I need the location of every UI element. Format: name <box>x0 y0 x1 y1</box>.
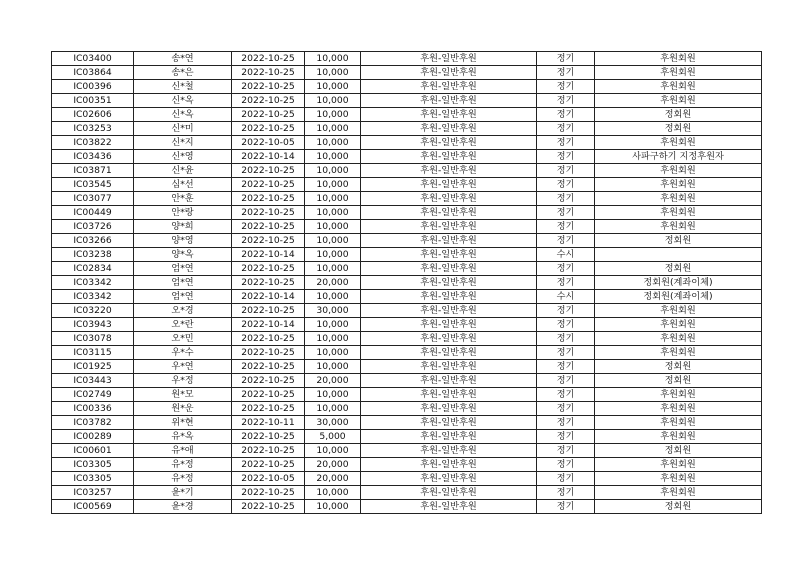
type-cell: 정기 <box>537 164 595 178</box>
type-cell: 정기 <box>537 486 595 500</box>
type-cell: 정기 <box>537 262 595 276</box>
donor-name-cell: 윤*경 <box>134 500 232 514</box>
type-cell: 정기 <box>537 374 595 388</box>
member-class-cell: 후원회원 <box>595 402 762 416</box>
amount-cell: 10,000 <box>305 388 361 402</box>
table-row <box>52 178 762 192</box>
member-class-cell: 후원회원 <box>595 318 762 332</box>
date-cell: 2022-10-14 <box>232 150 305 164</box>
type-cell: 정기 <box>537 66 595 80</box>
donor-id-cell: IC01925 <box>52 360 134 374</box>
donor-id-cell: IC03342 <box>52 276 134 290</box>
donation-table <box>51 51 762 514</box>
type-cell: 정기 <box>537 402 595 416</box>
table-row <box>52 220 762 234</box>
amount-cell: 5,000 <box>305 430 361 444</box>
category-cell: 후원-일반후원 <box>361 430 537 444</box>
member-class-cell: 후원회원 <box>595 192 762 206</box>
category-cell: 후원-일반후원 <box>361 290 537 304</box>
amount-cell: 10,000 <box>305 500 361 514</box>
member-class-cell: 후원회원 <box>595 220 762 234</box>
table-row <box>52 346 762 360</box>
type-cell: 정기 <box>537 94 595 108</box>
donor-name-cell: 안*랑 <box>134 206 232 220</box>
amount-cell: 10,000 <box>305 108 361 122</box>
date-cell: 2022-10-25 <box>232 52 305 66</box>
donor-id-cell: IC03400 <box>52 52 134 66</box>
category-cell: 후원-일반후원 <box>361 248 537 262</box>
member-class-cell: 정회원 <box>595 122 762 136</box>
date-cell: 2022-10-25 <box>232 108 305 122</box>
category-cell: 후원-일반후원 <box>361 304 537 318</box>
amount-cell: 10,000 <box>305 262 361 276</box>
category-cell: 후원-일반후원 <box>361 276 537 290</box>
type-cell: 정기 <box>537 150 595 164</box>
table-row <box>52 402 762 416</box>
donor-name-cell: 유*옥 <box>134 430 232 444</box>
category-cell: 후원-일반후원 <box>361 150 537 164</box>
date-cell: 2022-10-25 <box>232 360 305 374</box>
table-row <box>52 248 762 262</box>
donor-id-cell: IC03305 <box>52 472 134 486</box>
donor-name-cell: 신*지 <box>134 136 232 150</box>
donor-name-cell: 신*영 <box>134 150 232 164</box>
amount-cell: 10,000 <box>305 402 361 416</box>
date-cell: 2022-10-25 <box>232 66 305 80</box>
category-cell: 후원-일반후원 <box>361 262 537 276</box>
donor-name-cell: 양*옥 <box>134 248 232 262</box>
type-cell: 정기 <box>537 122 595 136</box>
donor-name-cell: 송*연 <box>134 52 232 66</box>
category-cell: 후원-일반후원 <box>361 66 537 80</box>
donor-name-cell: 우*연 <box>134 360 232 374</box>
donor-id-cell: IC03726 <box>52 220 134 234</box>
type-cell: 정기 <box>537 444 595 458</box>
table-row <box>52 416 762 430</box>
table-row <box>52 332 762 346</box>
category-cell: 후원-일반후원 <box>361 52 537 66</box>
amount-cell: 10,000 <box>305 80 361 94</box>
member-class-cell: 후원회원 <box>595 206 762 220</box>
category-cell: 후원-일반후원 <box>361 500 537 514</box>
donor-name-cell: 신*옥 <box>134 94 232 108</box>
donor-name-cell: 유*정 <box>134 472 232 486</box>
member-class-cell: 사파구하기 지정후원자 <box>595 150 762 164</box>
amount-cell: 20,000 <box>305 458 361 472</box>
amount-cell: 10,000 <box>305 94 361 108</box>
table-row <box>52 150 762 164</box>
date-cell: 2022-10-25 <box>232 206 305 220</box>
category-cell: 후원-일반후원 <box>361 178 537 192</box>
member-class-cell: 후원회원 <box>595 136 762 150</box>
table-row <box>52 108 762 122</box>
type-cell: 정기 <box>537 346 595 360</box>
donor-id-cell: IC03436 <box>52 150 134 164</box>
amount-cell: 10,000 <box>305 332 361 346</box>
type-cell: 정기 <box>537 276 595 290</box>
table-row <box>52 80 762 94</box>
donor-id-cell: IC03253 <box>52 122 134 136</box>
type-cell: 정기 <box>537 500 595 514</box>
category-cell: 후원-일반후원 <box>361 374 537 388</box>
category-cell: 후원-일반후원 <box>361 388 537 402</box>
category-cell: 후원-일반후원 <box>361 136 537 150</box>
table-body <box>52 52 762 514</box>
member-class-cell: 후원회원 <box>595 486 762 500</box>
amount-cell: 30,000 <box>305 304 361 318</box>
amount-cell: 10,000 <box>305 346 361 360</box>
date-cell: 2022-10-25 <box>232 164 305 178</box>
type-cell: 정기 <box>537 178 595 192</box>
donor-id-cell: IC03443 <box>52 374 134 388</box>
member-class-cell: 정회원(계좌이체) <box>595 290 762 304</box>
table-row <box>52 276 762 290</box>
amount-cell: 10,000 <box>305 122 361 136</box>
amount-cell: 10,000 <box>305 206 361 220</box>
donor-id-cell: IC00569 <box>52 500 134 514</box>
donor-name-cell: 신*철 <box>134 80 232 94</box>
donor-id-cell: IC03342 <box>52 290 134 304</box>
member-class-cell: 정회원 <box>595 234 762 248</box>
date-cell: 2022-10-11 <box>232 416 305 430</box>
date-cell: 2022-10-25 <box>232 444 305 458</box>
category-cell: 후원-일반후원 <box>361 122 537 136</box>
type-cell: 정기 <box>537 80 595 94</box>
date-cell: 2022-10-14 <box>232 318 305 332</box>
table-row <box>52 374 762 388</box>
date-cell: 2022-10-25 <box>232 262 305 276</box>
member-class-cell: 후원회원 <box>595 94 762 108</box>
donor-id-cell: IC00289 <box>52 430 134 444</box>
category-cell: 후원-일반후원 <box>361 444 537 458</box>
member-class-cell: 후원회원 <box>595 472 762 486</box>
donor-name-cell: 엄*연 <box>134 290 232 304</box>
category-cell: 후원-일반후원 <box>361 192 537 206</box>
table-row <box>52 304 762 318</box>
member-class-cell: 정회원 <box>595 500 762 514</box>
table-row <box>52 136 762 150</box>
donor-name-cell: 원*운 <box>134 402 232 416</box>
table-row <box>52 430 762 444</box>
type-cell: 정기 <box>537 318 595 332</box>
donor-id-cell: IC03305 <box>52 458 134 472</box>
date-cell: 2022-10-25 <box>232 500 305 514</box>
date-cell: 2022-10-05 <box>232 472 305 486</box>
donor-id-cell: IC03871 <box>52 164 134 178</box>
table-row <box>52 458 762 472</box>
donor-name-cell: 원*모 <box>134 388 232 402</box>
member-class-cell: 정회원(계좌이체) <box>595 276 762 290</box>
donor-id-cell: IC00396 <box>52 80 134 94</box>
amount-cell: 10,000 <box>305 150 361 164</box>
category-cell: 후원-일반후원 <box>361 234 537 248</box>
category-cell: 후원-일반후원 <box>361 94 537 108</box>
member-class-cell: 후원회원 <box>595 458 762 472</box>
type-cell: 수시 <box>537 248 595 262</box>
category-cell: 후원-일반후원 <box>361 332 537 346</box>
category-cell: 후원-일반후원 <box>361 80 537 94</box>
category-cell: 후원-일반후원 <box>361 416 537 430</box>
donor-name-cell: 양*영 <box>134 234 232 248</box>
donor-name-cell: 위*현 <box>134 416 232 430</box>
table-row <box>52 472 762 486</box>
table-row <box>52 360 762 374</box>
member-class-cell: 후원회원 <box>595 346 762 360</box>
donor-id-cell: IC03864 <box>52 66 134 80</box>
table-row <box>52 486 762 500</box>
category-cell: 후원-일반후원 <box>361 108 537 122</box>
date-cell: 2022-10-25 <box>232 234 305 248</box>
amount-cell: 30,000 <box>305 416 361 430</box>
type-cell: 정기 <box>537 332 595 346</box>
amount-cell: 20,000 <box>305 374 361 388</box>
type-cell: 정기 <box>537 416 595 430</box>
date-cell: 2022-10-25 <box>232 94 305 108</box>
amount-cell: 10,000 <box>305 234 361 248</box>
type-cell: 수시 <box>537 290 595 304</box>
donor-name-cell: 우*정 <box>134 374 232 388</box>
member-class-cell: 후원회원 <box>595 332 762 346</box>
amount-cell: 10,000 <box>305 178 361 192</box>
category-cell: 후원-일반후원 <box>361 346 537 360</box>
member-class-cell: 정회원 <box>595 108 762 122</box>
donor-id-cell: IC00449 <box>52 206 134 220</box>
amount-cell: 10,000 <box>305 486 361 500</box>
amount-cell: 10,000 <box>305 290 361 304</box>
table-row <box>52 290 762 304</box>
table-row <box>52 234 762 248</box>
donor-name-cell: 신*미 <box>134 122 232 136</box>
member-class-cell: 정회원 <box>595 444 762 458</box>
donor-id-cell: IC03077 <box>52 192 134 206</box>
donor-name-cell: 우*수 <box>134 346 232 360</box>
member-class-cell: 후원회원 <box>595 388 762 402</box>
amount-cell: 10,000 <box>305 192 361 206</box>
date-cell: 2022-10-25 <box>232 276 305 290</box>
date-cell: 2022-10-25 <box>232 304 305 318</box>
member-class-cell: 후원회원 <box>595 52 762 66</box>
date-cell: 2022-10-25 <box>232 486 305 500</box>
date-cell: 2022-10-25 <box>232 122 305 136</box>
type-cell: 정기 <box>537 206 595 220</box>
donor-id-cell: IC03257 <box>52 486 134 500</box>
donor-name-cell: 심*선 <box>134 178 232 192</box>
amount-cell: 10,000 <box>305 318 361 332</box>
type-cell: 정기 <box>537 458 595 472</box>
donor-id-cell: IC03545 <box>52 178 134 192</box>
category-cell: 후원-일반후원 <box>361 402 537 416</box>
table-row <box>52 66 762 80</box>
type-cell: 정기 <box>537 360 595 374</box>
donor-id-cell: IC00601 <box>52 444 134 458</box>
type-cell: 정기 <box>537 430 595 444</box>
member-class-cell: 후원회원 <box>595 80 762 94</box>
donor-id-cell: IC02749 <box>52 388 134 402</box>
type-cell: 정기 <box>537 52 595 66</box>
date-cell: 2022-10-05 <box>232 136 305 150</box>
date-cell: 2022-10-25 <box>232 402 305 416</box>
amount-cell: 20,000 <box>305 472 361 486</box>
donor-name-cell: 오*란 <box>134 318 232 332</box>
amount-cell: 10,000 <box>305 248 361 262</box>
category-cell: 후원-일반후원 <box>361 318 537 332</box>
table-row <box>52 318 762 332</box>
amount-cell: 20,000 <box>305 276 361 290</box>
amount-cell: 10,000 <box>305 444 361 458</box>
donor-id-cell: IC03220 <box>52 304 134 318</box>
type-cell: 정기 <box>537 234 595 248</box>
amount-cell: 10,000 <box>305 164 361 178</box>
type-cell: 정기 <box>537 304 595 318</box>
donor-id-cell: IC00351 <box>52 94 134 108</box>
date-cell: 2022-10-25 <box>232 374 305 388</box>
member-class-cell: 정회원 <box>595 374 762 388</box>
category-cell: 후원-일반후원 <box>361 206 537 220</box>
member-class-cell: 후원회원 <box>595 304 762 318</box>
type-cell: 정기 <box>537 108 595 122</box>
amount-cell: 10,000 <box>305 360 361 374</box>
category-cell: 후원-일반후원 <box>361 220 537 234</box>
donor-name-cell: 신*윤 <box>134 164 232 178</box>
date-cell: 2022-10-25 <box>232 220 305 234</box>
category-cell: 후원-일반후원 <box>361 486 537 500</box>
table-row <box>52 192 762 206</box>
donor-id-cell: IC00336 <box>52 402 134 416</box>
amount-cell: 10,000 <box>305 136 361 150</box>
amount-cell: 10,000 <box>305 66 361 80</box>
date-cell: 2022-10-25 <box>232 388 305 402</box>
type-cell: 정기 <box>537 192 595 206</box>
date-cell: 2022-10-25 <box>232 178 305 192</box>
date-cell: 2022-10-25 <box>232 430 305 444</box>
table-row <box>52 164 762 178</box>
donor-name-cell: 유*애 <box>134 444 232 458</box>
donor-id-cell: IC03078 <box>52 332 134 346</box>
donor-name-cell: 엄*연 <box>134 276 232 290</box>
donor-name-cell: 윤*기 <box>134 486 232 500</box>
table-row <box>52 262 762 276</box>
member-class-cell: 후원회원 <box>595 164 762 178</box>
amount-cell: 10,000 <box>305 220 361 234</box>
amount-cell: 10,000 <box>305 52 361 66</box>
table-row <box>52 388 762 402</box>
date-cell: 2022-10-25 <box>232 192 305 206</box>
category-cell: 후원-일반후원 <box>361 472 537 486</box>
table-row <box>52 206 762 220</box>
date-cell: 2022-10-25 <box>232 80 305 94</box>
member-class-cell: 후원회원 <box>595 178 762 192</box>
date-cell: 2022-10-14 <box>232 290 305 304</box>
member-class-cell: 정회원 <box>595 262 762 276</box>
donor-name-cell: 유*정 <box>134 458 232 472</box>
member-class-cell: 후원회원 <box>595 430 762 444</box>
donor-id-cell: IC02834 <box>52 262 134 276</box>
donor-name-cell: 송*은 <box>134 66 232 80</box>
donor-id-cell: IC03238 <box>52 248 134 262</box>
date-cell: 2022-10-25 <box>232 332 305 346</box>
category-cell: 후원-일반후원 <box>361 458 537 472</box>
category-cell: 후원-일반후원 <box>361 360 537 374</box>
donor-id-cell: IC03822 <box>52 136 134 150</box>
date-cell: 2022-10-14 <box>232 248 305 262</box>
table-row <box>52 94 762 108</box>
type-cell: 정기 <box>537 472 595 486</box>
donor-name-cell: 오*경 <box>134 304 232 318</box>
donor-id-cell: IC03782 <box>52 416 134 430</box>
donor-id-cell: IC03943 <box>52 318 134 332</box>
table-row <box>52 500 762 514</box>
category-cell: 후원-일반후원 <box>361 164 537 178</box>
table-row <box>52 444 762 458</box>
table-row <box>52 122 762 136</box>
donor-name-cell: 양*희 <box>134 220 232 234</box>
donor-id-cell: IC03115 <box>52 346 134 360</box>
type-cell: 정기 <box>537 388 595 402</box>
member-class-cell: 후원회원 <box>595 416 762 430</box>
donor-id-cell: IC02606 <box>52 108 134 122</box>
date-cell: 2022-10-25 <box>232 458 305 472</box>
donor-id-cell: IC03266 <box>52 234 134 248</box>
donor-name-cell: 신*옥 <box>134 108 232 122</box>
member-class-cell: 후원회원 <box>595 66 762 80</box>
type-cell: 정기 <box>537 220 595 234</box>
table-row <box>52 52 762 66</box>
member-class-cell: 정회원 <box>595 360 762 374</box>
donor-name-cell: 엄*연 <box>134 262 232 276</box>
donor-name-cell: 오*민 <box>134 332 232 346</box>
member-class-cell <box>595 248 762 262</box>
donor-name-cell: 안*훈 <box>134 192 232 206</box>
date-cell: 2022-10-25 <box>232 346 305 360</box>
type-cell: 정기 <box>537 136 595 150</box>
